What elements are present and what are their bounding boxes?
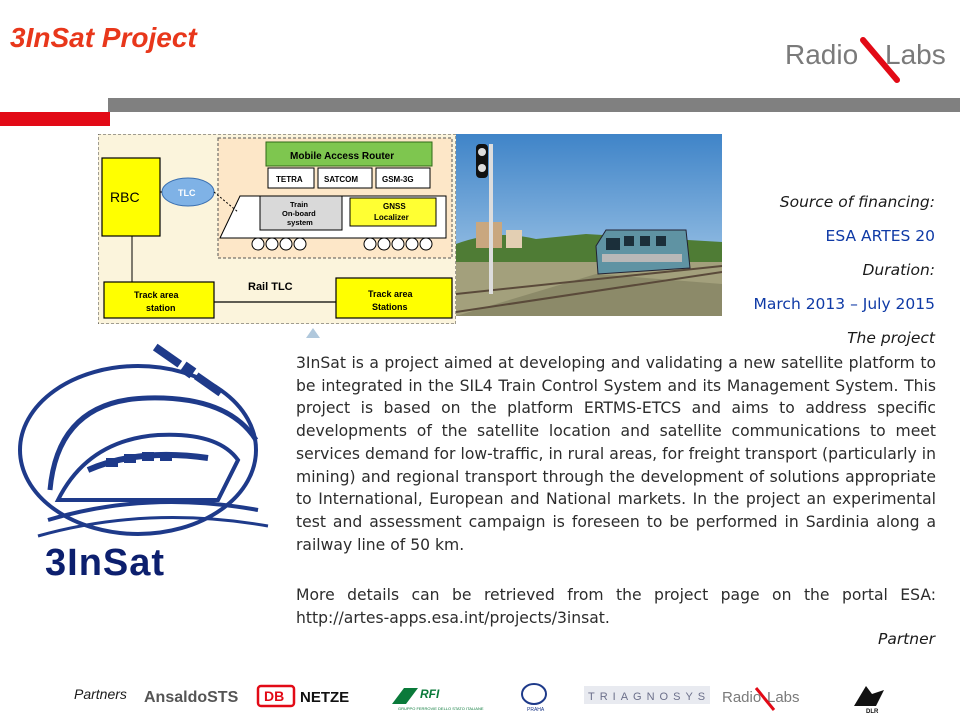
radiolabs-small-logo-b: Labs (767, 689, 800, 706)
praha-logo-text: PRAHA (527, 707, 545, 713)
3insat-wordmark: 3InSat (45, 542, 166, 584)
partner-heading: Partner (877, 630, 935, 648)
tlc-label: TLC (178, 188, 196, 198)
radiolabs-small-logo: Radio (722, 689, 762, 706)
gnss-line2: Localizer (374, 213, 409, 222)
db-logo-text: DB (264, 688, 285, 704)
system-diagram (98, 134, 456, 324)
satcom-label: SATCOM (324, 175, 359, 184)
track-stations-line1: Track area (368, 289, 413, 299)
mobile-access-router-label: Mobile Access Router (290, 151, 395, 162)
satellite-icon (152, 342, 224, 398)
project-info (675, 185, 935, 355)
rfi-logo: RFI (420, 687, 440, 701)
triagnosys-logo-text: TRIAGNOSYS (588, 691, 711, 703)
signal-post (489, 144, 493, 294)
gsm-label: GSM-3G (382, 175, 414, 184)
onboard-line2: On-board (282, 209, 316, 218)
track-stations-line2: Stations (372, 302, 408, 312)
onboard-line3: system (287, 218, 313, 227)
more-details-paragraph: More details can be retrieved from the project page on the portal ESA: http://artes-apps.esa.int/projects/3insat. (296, 586, 936, 627)
praha-logo (522, 684, 546, 704)
rfi-logo-sub: GRUPPO FERROVIE DELLO STATO ITALIANE (398, 706, 484, 711)
header-red-bar (0, 112, 110, 126)
source-of-financing-value: ESA ARTES 20 (825, 227, 935, 245)
rfi-logo-mark (392, 688, 418, 704)
logo-text-labs: Labs (885, 39, 946, 70)
track-station-line1: Track area (134, 290, 179, 300)
partner-logos (142, 680, 952, 714)
gnss-line1: GNSS (383, 202, 406, 211)
header-gray-bar (108, 98, 960, 112)
radiolabs-logo (785, 30, 955, 84)
source-of-financing-label: Source of financing: (779, 193, 935, 211)
project-description (296, 352, 936, 578)
netze-logo: NETZE (300, 689, 350, 706)
project-heading: The project (847, 329, 935, 347)
onboard-line1: Train (290, 200, 308, 209)
track-station-line2: station (146, 303, 176, 313)
page-title: 3InSat Project (10, 22, 197, 53)
dlr-logo (854, 686, 884, 706)
duration-value: March 2013 – July 2015 (753, 295, 935, 313)
decorative-triangle-icon (306, 328, 320, 338)
dlr-logo-text: DLR (866, 709, 879, 714)
logo-text-radio: Radio (785, 39, 859, 70)
train-nose (58, 435, 238, 500)
rail-tlc-label: Rail TLC (248, 281, 293, 293)
rbc-label: RBC (110, 189, 140, 205)
description-paragraph: 3InSat is a project aimed at developing and validating a new satellite platform to be integrated in the SIL4 Train Control System and its Management System. This project is based on the platform ERTMS-ETCS and aims to address specific developments of the satellite location and satellite communications to meet services demand for low-traffic, in rural areas, for freight transport (particularly in mining) and regional transport through the development of solutions appropriate to International, European and National markets. In the project an experimental test and assessment campaign is foreseen to be performed in Sardinia along a railway line of 50 km. (296, 354, 936, 554)
partners-label: Partners (74, 686, 127, 702)
duration-label: Duration: (862, 261, 935, 279)
ansaldo-logo: AnsaldoSTS (144, 689, 239, 706)
tetra-label: TETRA (276, 175, 303, 184)
